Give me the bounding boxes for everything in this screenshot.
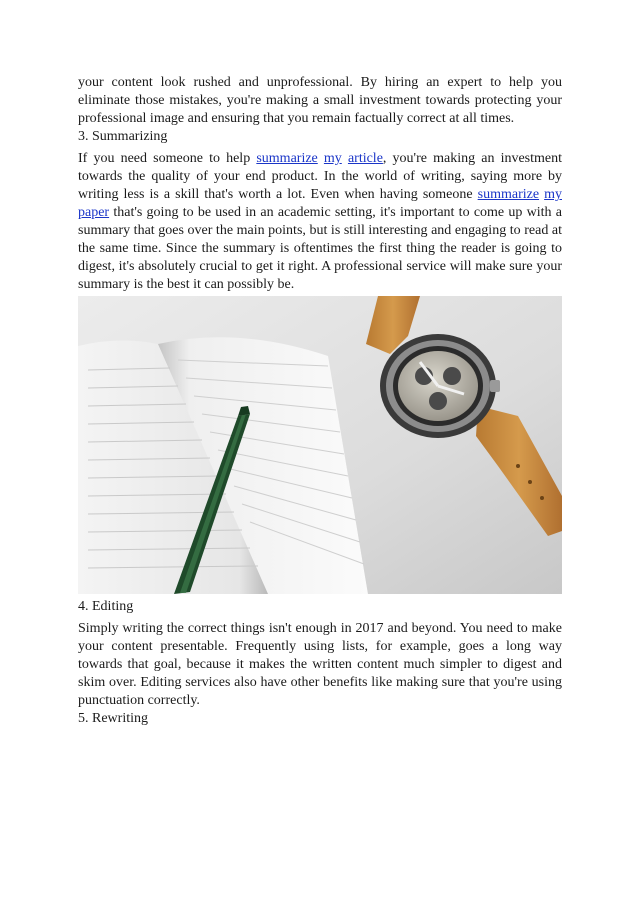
summarizing-text-2: , you're making an investment towards the quality of your end product. In the world of writing, saying more by writing less is a skill that's worth a lot. Even when having someone: [78, 151, 563, 202]
link-summarize[interactable]: summarize: [256, 151, 318, 166]
summarizing-paragraph: [78, 150, 562, 294]
link-summarize-2[interactable]: summarize: [477, 187, 540, 202]
summarizing-text-1: If you need someone to help: [78, 151, 257, 166]
intro-paragraph: your content look rushed and unprofessional. By hiring an expert to help you eliminate those mistakes, you're making a small investment towards protecting your professional image and ensuring that you remain factually correct at all times.: [78, 75, 562, 126]
section-heading-rewriting: 5. Rewriting: [78, 711, 148, 726]
link-my-2[interactable]: my: [544, 187, 562, 202]
editing-paragraph: Simply writing the correct things isn't enough in 2017 and beyond. You need to make your content presentable. Frequently using lists, for example, goes a long way towards that goal, because it makes the written content much simpler to digest and skim over. Editing services also have other benefits like making sure that you're using punctuation correctly.: [78, 621, 562, 708]
link-my[interactable]: my: [323, 151, 342, 166]
section-heading-editing: 4. Editing: [78, 599, 134, 614]
section-heading-summarizing: 3. Summarizing: [78, 129, 168, 144]
link-paper[interactable]: paper: [78, 205, 110, 220]
link-article[interactable]: article: [347, 151, 383, 166]
notebook-watch-photo: [78, 296, 562, 594]
summarizing-text-3: that's going to be used in an academic setting, it's important to come up with a summary that goes over the main points, but is still interesting and engaging to read at the same time. Since the summary is oftentimes the first thing the reader is going to digest, it's absolutely crucial to get it right. A professional service will make sure your summary is the best it can possibly be.: [78, 205, 562, 292]
document-page: [78, 74, 562, 728]
